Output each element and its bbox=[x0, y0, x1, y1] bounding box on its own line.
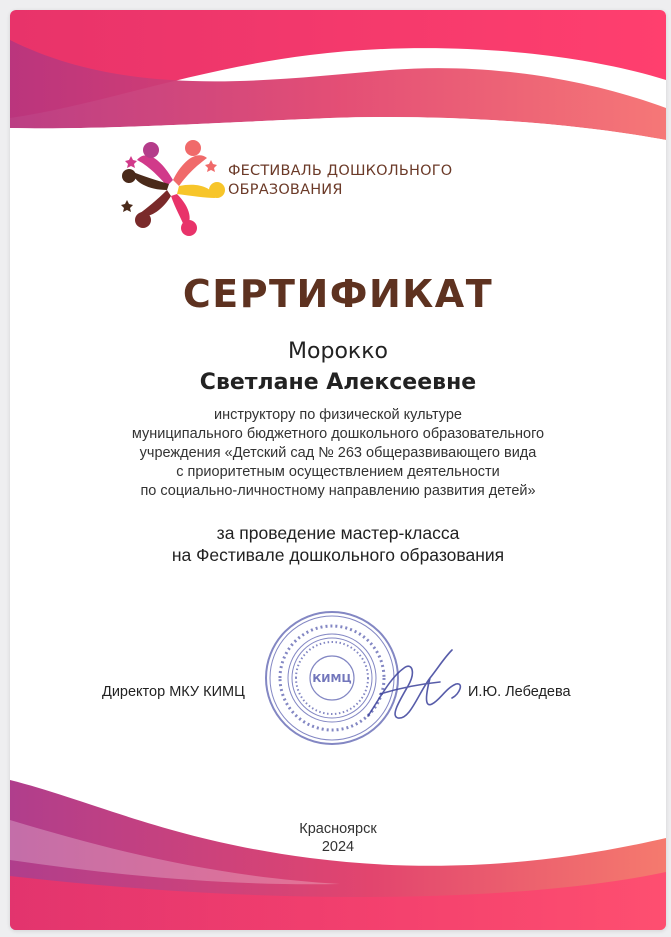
description-line: инструктору по физической культуре bbox=[213, 407, 462, 423]
top-wave-decoration bbox=[10, 10, 666, 140]
director-title: Директор МКУ КИМЦ bbox=[102, 684, 245, 700]
recipient-given-name: Светлане Алексеевне bbox=[199, 370, 477, 395]
recipient-description bbox=[10, 406, 666, 501]
issue-city: Красноярск bbox=[299, 821, 377, 837]
description-line: учреждения «Детский сад № 263 общеразвивающего вида bbox=[139, 445, 537, 461]
director-name: И.Ю. Лебедева bbox=[468, 684, 571, 700]
festival-logo-icon bbox=[117, 130, 229, 242]
certificate-title: СЕРТИФИКАТ bbox=[182, 272, 494, 316]
issue-year: 2024 bbox=[321, 839, 355, 855]
recipient-surname: Морокко bbox=[288, 339, 388, 364]
reason-line2: на Фестивале дошкольного образования bbox=[171, 545, 505, 565]
bottom-wave-decoration bbox=[10, 780, 666, 930]
stamp-center-text: КИМЦ bbox=[312, 672, 352, 685]
recipient-name bbox=[10, 336, 666, 398]
festival-name-line2: ОБРАЗОВАНИЯ bbox=[228, 182, 343, 198]
reason-line1: за проведение мастер-класса bbox=[216, 523, 460, 543]
description-line: с приоритетным осуществлением деятельности bbox=[176, 464, 500, 480]
festival-name-line1: ФЕСТИВАЛЬ ДОШКОЛЬНОГО bbox=[228, 163, 453, 179]
description-line: по социально-личностному направлению развития детей» bbox=[140, 483, 536, 499]
certificate-sheet bbox=[10, 10, 666, 930]
festival-name bbox=[228, 162, 468, 200]
signature-icon bbox=[360, 638, 470, 733]
description-line: муниципального бюджетного дошкольного образовательного bbox=[131, 426, 545, 442]
award-reason bbox=[10, 522, 666, 566]
